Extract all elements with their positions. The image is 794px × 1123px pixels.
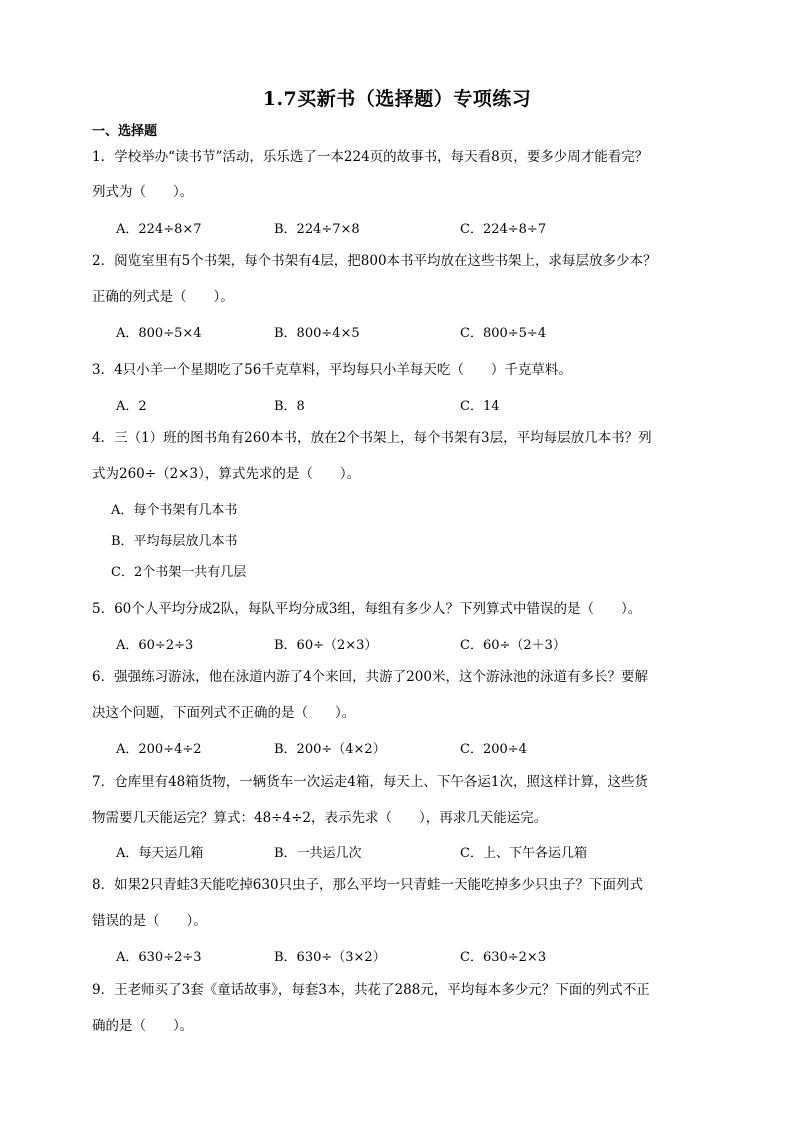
question-6-option-c[interactable]: C．200÷4: [460, 742, 527, 757]
question-5-option-a[interactable]: A．60÷2÷3: [116, 638, 194, 653]
question-2-option-a[interactable]: A．800÷5×4: [116, 326, 202, 341]
question-3-option-b[interactable]: B．8: [274, 399, 305, 414]
question-9-line-1: 9．王老师买了3套《童话故事》，每套3本，共花了288元，平均每本多少元？下面的列式不正: [92, 982, 650, 998]
question-7-option-a[interactable]: A．每天运几箱: [116, 846, 204, 861]
question-4-option-c[interactable]: C．2个书架一共有几层: [111, 565, 247, 580]
question-7-option-b[interactable]: B．一共运几次: [274, 846, 362, 861]
question-1-option-a[interactable]: A．224÷8×7: [116, 222, 202, 237]
question-4-line-1: 4．三（1）班的图书角有260本书，放在2个书架上，每个书架有3层，平均每层放几本书？列: [92, 430, 652, 446]
question-6-option-b[interactable]: B．200÷（4×2）: [274, 742, 386, 757]
question-8-line-1: 8．如果2只青蛙3天能吃掉630只虫子，那么平均一只青蛙一天能吃掉多少只虫子？下面列式: [92, 877, 644, 893]
question-6-option-a[interactable]: A．200÷4÷2: [116, 742, 202, 757]
question-8-option-a[interactable]: A．630÷2÷3: [116, 950, 202, 965]
section-heading: 一、选择题: [92, 124, 158, 139]
question-8-option-b[interactable]: B．630÷（3×2）: [274, 950, 386, 965]
question-7-line-2: 物需要几天能运完？算式：48÷4÷2，表示先求（ ），再求几天能运完。: [92, 810, 548, 826]
question-5-line-1: 5．60个人平均分成2队，每队平均分成3组，每组有多少人？下列算式中错误的是（ ）。: [92, 601, 642, 617]
question-1-line-2: 列式为（ ）。: [92, 184, 194, 200]
question-4-option-b[interactable]: B．平均每层放几本书: [111, 534, 238, 549]
question-2-line-1: 2．阅览室里有5个书架，每个书架有4层，把800本书平均放在这些书架上，求每层放多少本？: [92, 253, 657, 269]
question-4-line-2: 式为260÷（2×3），算式先求的是（ ）。: [92, 466, 361, 482]
question-6-line-2: 决这个问题，下面列式不正确的是（ ）。: [92, 705, 356, 721]
question-3-option-c[interactable]: C．14: [460, 399, 500, 414]
question-2-option-b[interactable]: B．800÷4×5: [274, 326, 360, 341]
question-2-option-c[interactable]: C．800÷5÷4: [460, 326, 547, 341]
question-7-option-c[interactable]: C．上、下午各运几箱: [460, 846, 587, 861]
question-5-option-c[interactable]: C．60÷（2＋3）: [460, 638, 566, 653]
question-6-line-1: 6．强强练习游泳，他在泳道内游了4个来回，共游了200米，这个游泳池的泳道有多长？要解: [92, 669, 648, 685]
question-1-option-b[interactable]: B．224÷7×8: [274, 222, 360, 237]
question-4-option-a[interactable]: A．每个书架有几本书: [111, 503, 238, 518]
question-7-line-1: 7．仓库里有48箱货物，一辆货车一次运走4箱，每天上、下午各运1次，照这样计算，这些货: [92, 774, 648, 790]
question-1-option-c[interactable]: C．224÷8÷7: [460, 222, 547, 237]
question-2-line-2: 正确的列式是（ ）。: [92, 289, 234, 305]
question-5-option-b[interactable]: B．60÷（2×3）: [274, 638, 378, 653]
question-9-line-2: 确的是（ ）。: [92, 1018, 194, 1034]
page-title: 1.7买新书（选择题）专项练习: [262, 88, 532, 110]
question-3-option-a[interactable]: A．2: [116, 399, 147, 414]
question-8-option-c[interactable]: C．630÷2×3: [460, 950, 547, 965]
question-8-line-2: 错误的是（ ）。: [92, 913, 207, 929]
question-1-line-1: 1．学校举办“读书节”活动，乐乐选了一本224页的故事书，每天看8页，要多少周才能看完？: [92, 149, 649, 165]
question-3-line-1: 3．4只小羊一个星期吃了56千克草料，平均每只小羊每天吃（ ）千克草料。: [92, 362, 572, 378]
